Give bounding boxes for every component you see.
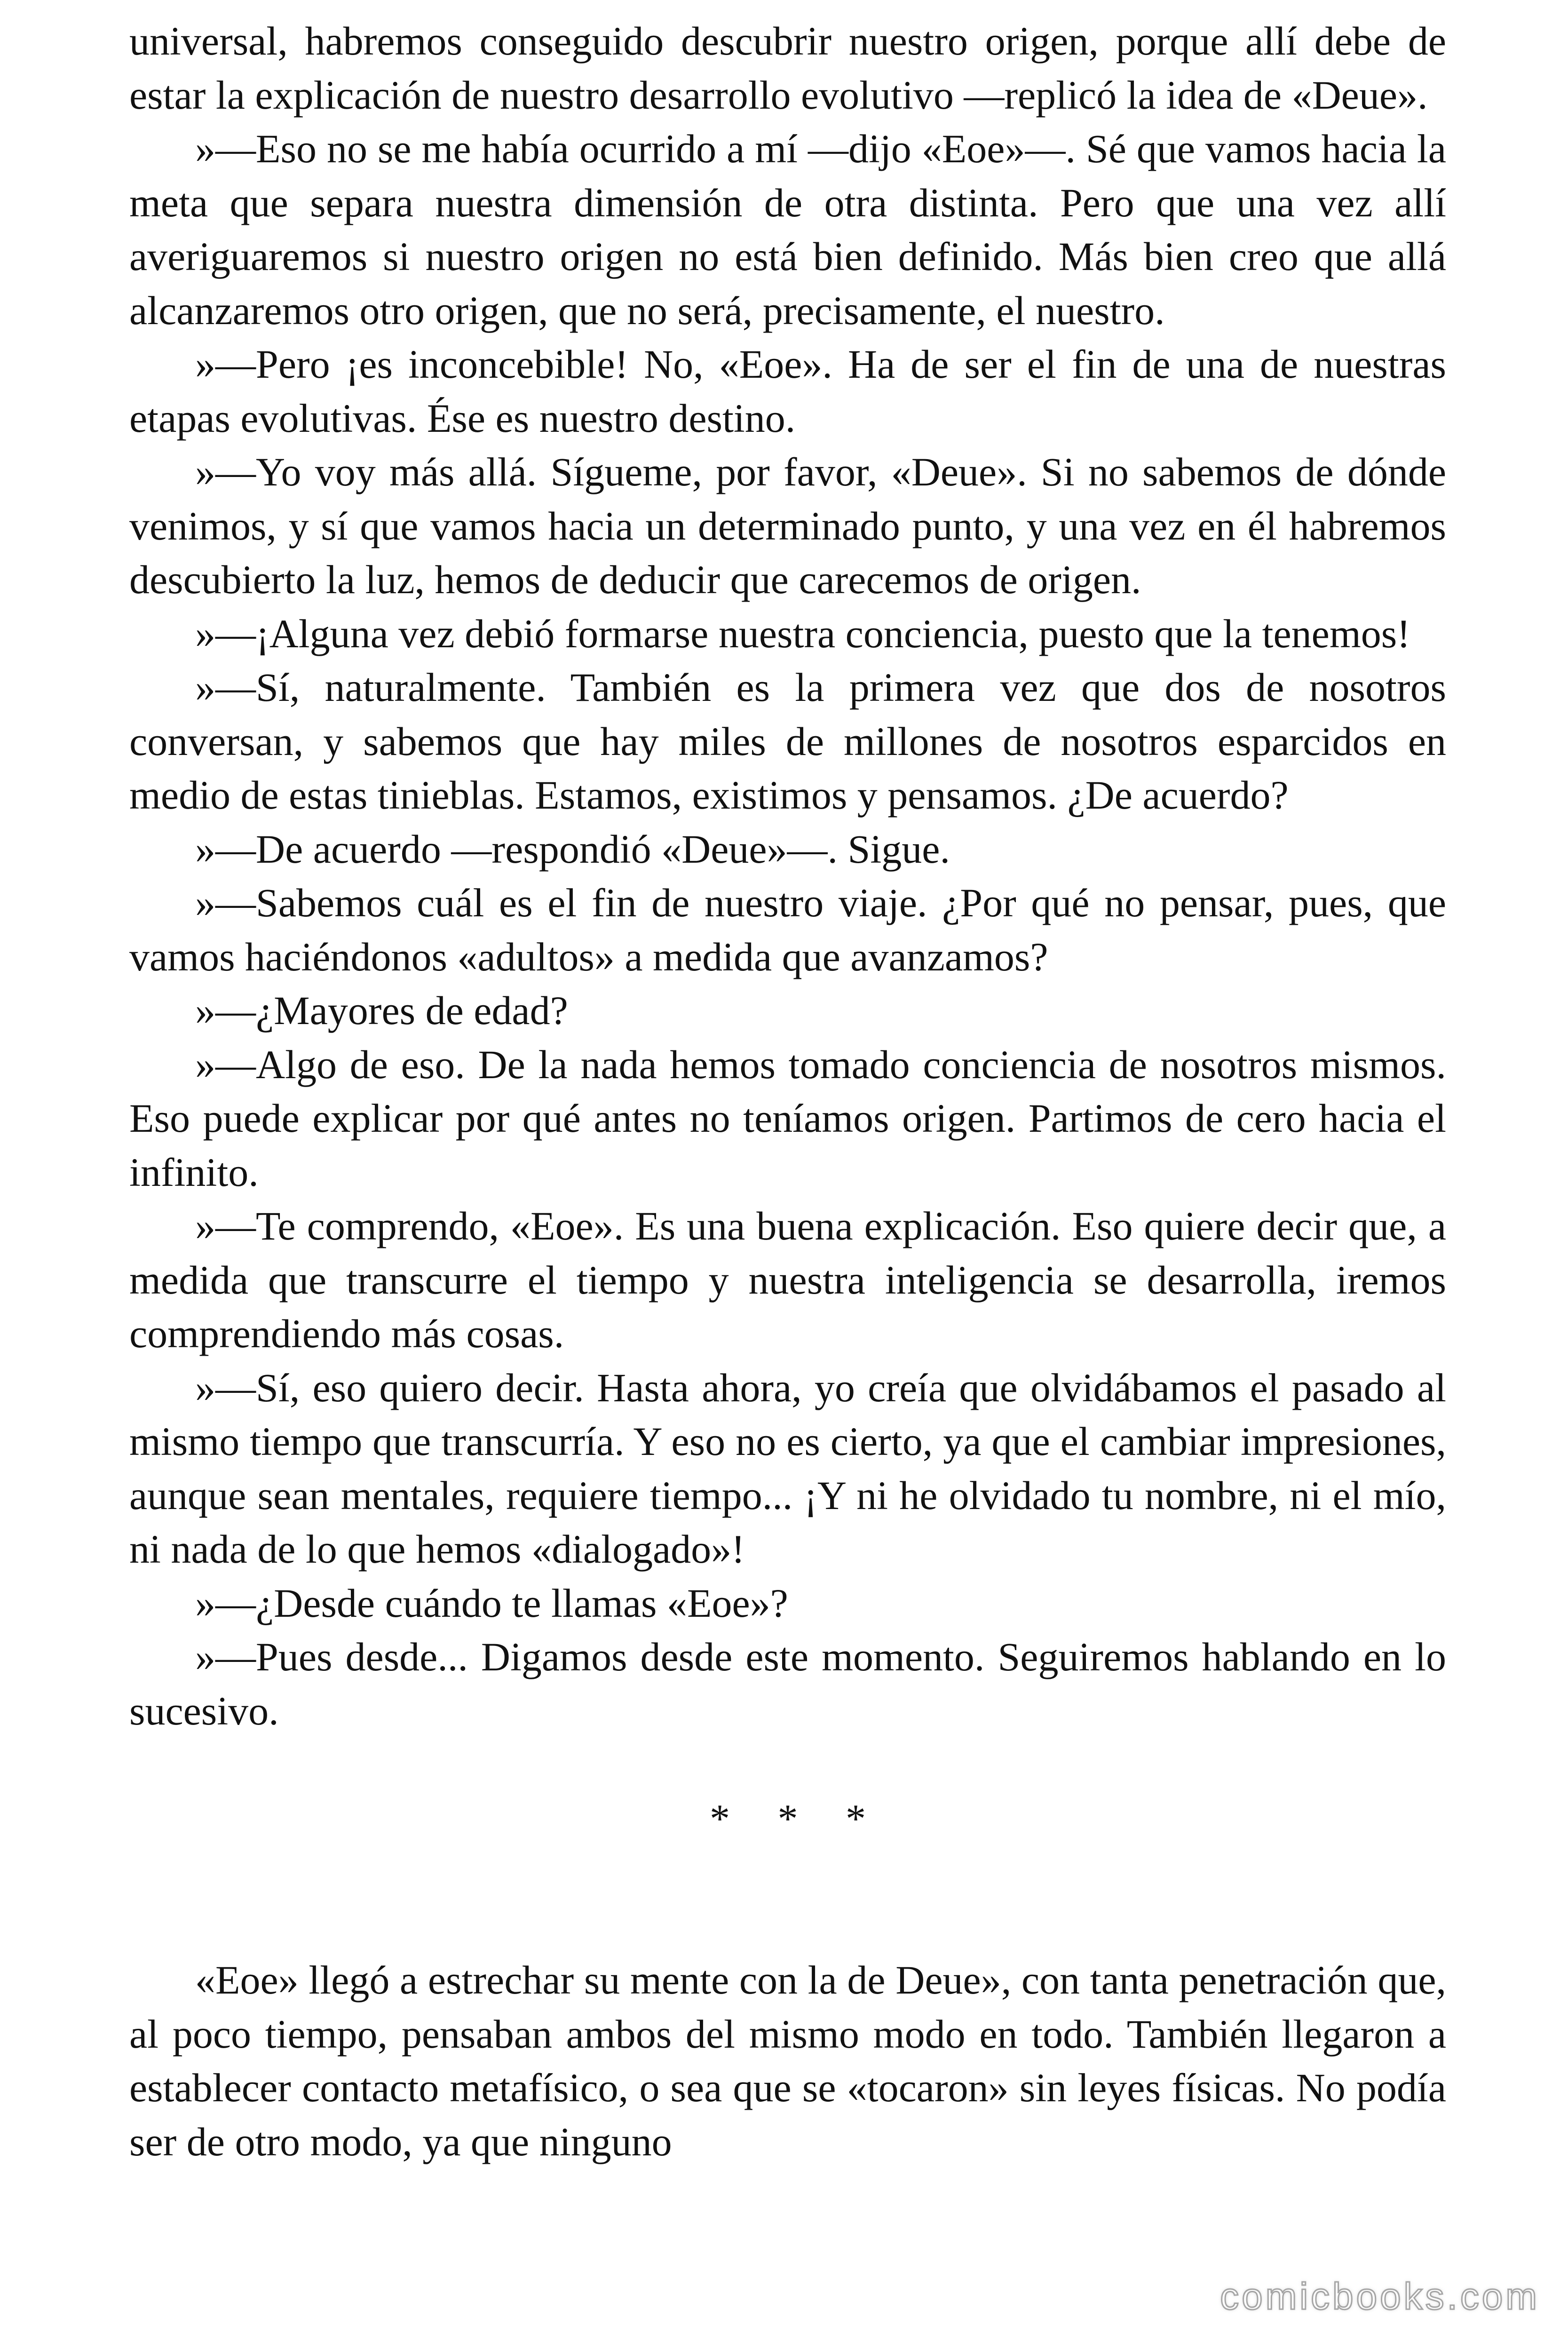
paragraph-11: »—Te comprendo, «Eoe». Es una buena explicación. Eso quiere decir que, a medida que transcurre el tiempo y nuestra inteligencia se desarrolla, iremos comprendiendo más cosas.: [129, 1203, 1446, 1356]
section-separator: * * *: [710, 1796, 885, 1841]
site-watermark: comicbooks.com: [1220, 2275, 1540, 2317]
paragraph-12: »—Sí, eso quiero decir. Hasta ahora, yo creía que olvidábamos el pasado al mismo tiempo que transcurría. Y eso no es cierto, ya que el cambiar impresiones, aunque sean mentales, requiere tiempo... ¡Y ni he olvidado tu nombre, ni el mío, ni nada de lo que hemos «dialogado»!: [129, 1365, 1446, 1572]
paragraph-7: »—De acuerdo —respondió «Deue»—. Sigue.: [195, 826, 950, 872]
page-text: [129, 14, 1446, 2169]
paragraph-after-separator: «Eoe» llegó a estrechar su mente con la de Deue», con tanta penetración que, al poco tiempo, pensaban ambos del mismo modo en todo. También llegaron a establecer contacto metafísico, o sea que se «tocaron» sin leyes físicas. No podía ser de otro modo, ya que ninguno: [129, 1957, 1446, 2164]
paragraph-6: »—Sí, naturalmente. También es la primera vez que dos de nosotros conversan, y sabemos que hay miles de millones de nosotros esparcidos en medio de estas tinieblas. Estamos, existimos y pensamos. ¿De acuerdo?: [129, 665, 1446, 818]
paragraph-4: »—Yo voy más allá. Sígueme, por favor, «Deue». Si no sabemos de dónde venimos, y sí que vamos hacia un determinado punto, y una vez en él habremos descubierto la luz, hemos de deducir que carecemos de origen.: [129, 449, 1446, 602]
paragraph-2: »—Eso no se me había ocurrido a mí —dijo «Eoe»—. Sé que vamos hacia la meta que separa nuestra dimensión de otra distinta. Pero que una vez allí averiguaremos si nuestro origen no está bien definido. Más bien creo que allá alcanzaremos otro origen, que no será, precisamente, el nuestro.: [129, 126, 1446, 333]
paragraph-5: »—¡Alguna vez debió formarse nuestra conciencia, puesto que la tenemos!: [195, 611, 1410, 656]
paragraph-3: »—Pero ¡es inconcebible! No, «Eoe». Ha de ser el fin de una de nuestras etapas evolutivas. Ése es nuestro destino.: [129, 342, 1446, 441]
paragraph-10: »—Algo de eso. De la nada hemos tomado conciencia de nosotros mismos. Eso puede explicar por qué antes no teníamos origen. Partimos de cero hacia el infinito.: [129, 1041, 1446, 1195]
paragraph-9: »—¿Mayores de edad?: [195, 988, 568, 1033]
paragraph-14: »—Pues desde... Digamos desde este momento. Seguiremos hablando en lo sucesivo.: [129, 1634, 1446, 1733]
paragraph-13: »—¿Desde cuándo te llamas «Eoe»?: [195, 1580, 788, 1626]
paragraph-1: universal, habremos conseguido descubrir nuestro origen, porque allí debe de estar la explicación de nuestro desarrollo evolutivo —replicó la idea de «Deue».: [129, 18, 1446, 118]
paragraph-8: »—Sabemos cuál es el fin de nuestro viaje. ¿Por qué no pensar, pues, que vamos haciéndonos «adultos» a medida que avanzamos?: [129, 880, 1446, 979]
